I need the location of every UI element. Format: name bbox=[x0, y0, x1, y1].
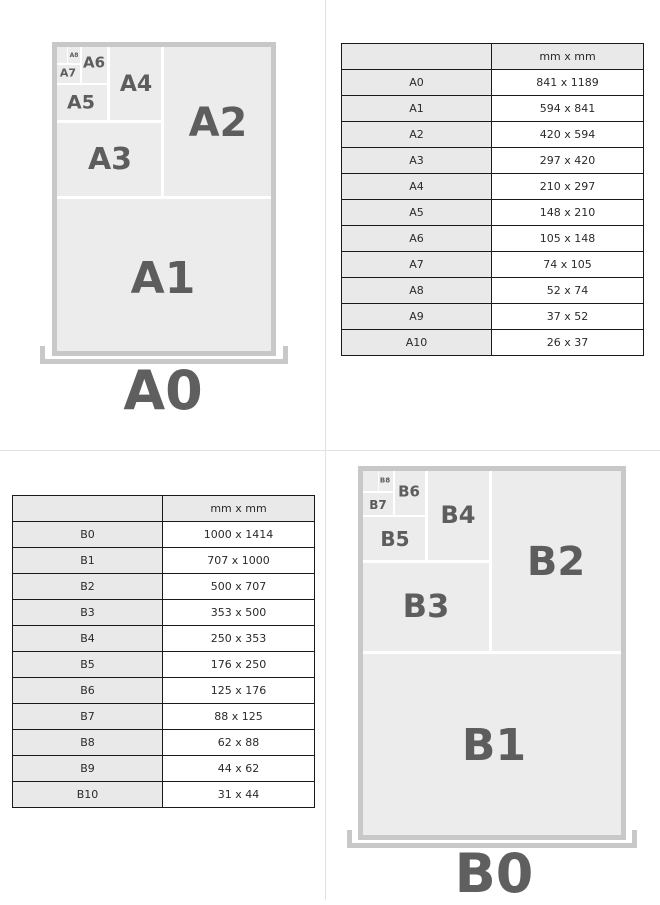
table-row bbox=[13, 600, 315, 626]
size-value: 707 x 1000 bbox=[163, 548, 315, 574]
a2-label: A2 bbox=[188, 100, 248, 146]
size-value: 176 x 250 bbox=[163, 652, 315, 678]
size-name: B5 bbox=[13, 652, 163, 678]
table-row bbox=[342, 330, 644, 356]
a7-label: A7 bbox=[59, 66, 77, 80]
a8-divider bbox=[67, 47, 68, 64]
a1-label: A1 bbox=[130, 253, 196, 304]
a6-label: A6 bbox=[82, 53, 106, 72]
b3-label: B3 bbox=[402, 587, 450, 625]
size-name: A0 bbox=[342, 70, 492, 96]
size-name: A1 bbox=[342, 96, 492, 122]
b6-divider bbox=[393, 471, 395, 516]
size-name: B3 bbox=[13, 600, 163, 626]
size-name: B6 bbox=[13, 678, 163, 704]
b7-label: B7 bbox=[369, 498, 387, 512]
size-name: B1 bbox=[13, 548, 163, 574]
table-row bbox=[342, 226, 644, 252]
size-value: 353 x 500 bbox=[163, 600, 315, 626]
size-value: 26 x 37 bbox=[492, 330, 644, 356]
b8-divider bbox=[378, 471, 379, 492]
table-header-row bbox=[13, 496, 315, 522]
table-header-row bbox=[342, 44, 644, 70]
size-name: B7 bbox=[13, 704, 163, 730]
size-name: B4 bbox=[13, 626, 163, 652]
size-value: 62 x 88 bbox=[163, 730, 315, 756]
header-empty-cell bbox=[13, 496, 163, 522]
table-row bbox=[13, 782, 315, 808]
a5-divider bbox=[57, 83, 108, 85]
size-value: 297 x 420 bbox=[492, 148, 644, 174]
size-name: A9 bbox=[342, 304, 492, 330]
size-value: 105 x 148 bbox=[492, 226, 644, 252]
size-value: 37 x 52 bbox=[492, 304, 644, 330]
b8-label: B8 bbox=[379, 476, 391, 485]
size-name: A10 bbox=[342, 330, 492, 356]
size-value: 74 x 105 bbox=[492, 252, 644, 278]
size-name: A4 bbox=[342, 174, 492, 200]
size-value: 52 x 74 bbox=[492, 278, 644, 304]
table-row bbox=[342, 304, 644, 330]
size-name: B2 bbox=[13, 574, 163, 600]
size-name: A8 bbox=[342, 278, 492, 304]
table-row bbox=[342, 96, 644, 122]
table-row bbox=[342, 174, 644, 200]
table-row bbox=[13, 678, 315, 704]
size-name: A7 bbox=[342, 252, 492, 278]
table-row bbox=[342, 200, 644, 226]
a0-label: A0 bbox=[123, 359, 203, 422]
size-value: 420 x 594 bbox=[492, 122, 644, 148]
a7-divider bbox=[57, 63, 81, 65]
size-value: 250 x 353 bbox=[163, 626, 315, 652]
size-name: A2 bbox=[342, 122, 492, 148]
size-name: B10 bbox=[13, 782, 163, 808]
b6-label: B6 bbox=[398, 482, 420, 501]
table-row bbox=[342, 252, 644, 278]
b2-label: B2 bbox=[526, 539, 586, 585]
size-name: A5 bbox=[342, 200, 492, 226]
a8-label: A8 bbox=[69, 52, 79, 59]
b-series-table bbox=[12, 495, 315, 808]
header-empty-cell bbox=[342, 44, 492, 70]
table-row bbox=[13, 574, 315, 600]
table-row bbox=[13, 704, 315, 730]
size-value: 44 x 62 bbox=[163, 756, 315, 782]
a-series-table bbox=[341, 43, 644, 356]
table-row bbox=[342, 278, 644, 304]
size-value: 1000 x 1414 bbox=[163, 522, 315, 548]
table-row bbox=[13, 756, 315, 782]
size-value: 88 x 125 bbox=[163, 704, 315, 730]
table-row bbox=[13, 626, 315, 652]
size-value: 594 x 841 bbox=[492, 96, 644, 122]
header-mm-cell: mm x mm bbox=[492, 44, 644, 70]
b0-label: B0 bbox=[454, 842, 534, 905]
horizontal-divider bbox=[0, 450, 660, 451]
table-row bbox=[13, 730, 315, 756]
header-mm-cell: mm x mm bbox=[163, 496, 315, 522]
table-row bbox=[13, 522, 315, 548]
a4-label: A4 bbox=[119, 72, 153, 97]
b1-label: B1 bbox=[461, 720, 527, 771]
table-row bbox=[13, 652, 315, 678]
size-name: B8 bbox=[13, 730, 163, 756]
a1-divider bbox=[57, 196, 271, 199]
size-value: 31 x 44 bbox=[163, 782, 315, 808]
size-value: 841 x 1189 bbox=[492, 70, 644, 96]
size-value: 210 x 297 bbox=[492, 174, 644, 200]
size-value: 500 x 707 bbox=[163, 574, 315, 600]
a5-label: A5 bbox=[67, 91, 95, 114]
size-name: A3 bbox=[342, 148, 492, 174]
table-row bbox=[342, 122, 644, 148]
b1-divider bbox=[363, 651, 621, 654]
size-name: B0 bbox=[13, 522, 163, 548]
table-row bbox=[13, 548, 315, 574]
a6-divider bbox=[80, 47, 82, 84]
size-name: A6 bbox=[342, 226, 492, 252]
b5-label: B5 bbox=[380, 527, 410, 551]
size-value: 125 x 176 bbox=[163, 678, 315, 704]
a0-sheet bbox=[52, 42, 276, 356]
size-value: 148 x 210 bbox=[492, 200, 644, 226]
table-row bbox=[342, 148, 644, 174]
table-row bbox=[342, 70, 644, 96]
b4-label: B4 bbox=[440, 501, 476, 529]
a3-label: A3 bbox=[87, 142, 133, 177]
size-name: B9 bbox=[13, 756, 163, 782]
